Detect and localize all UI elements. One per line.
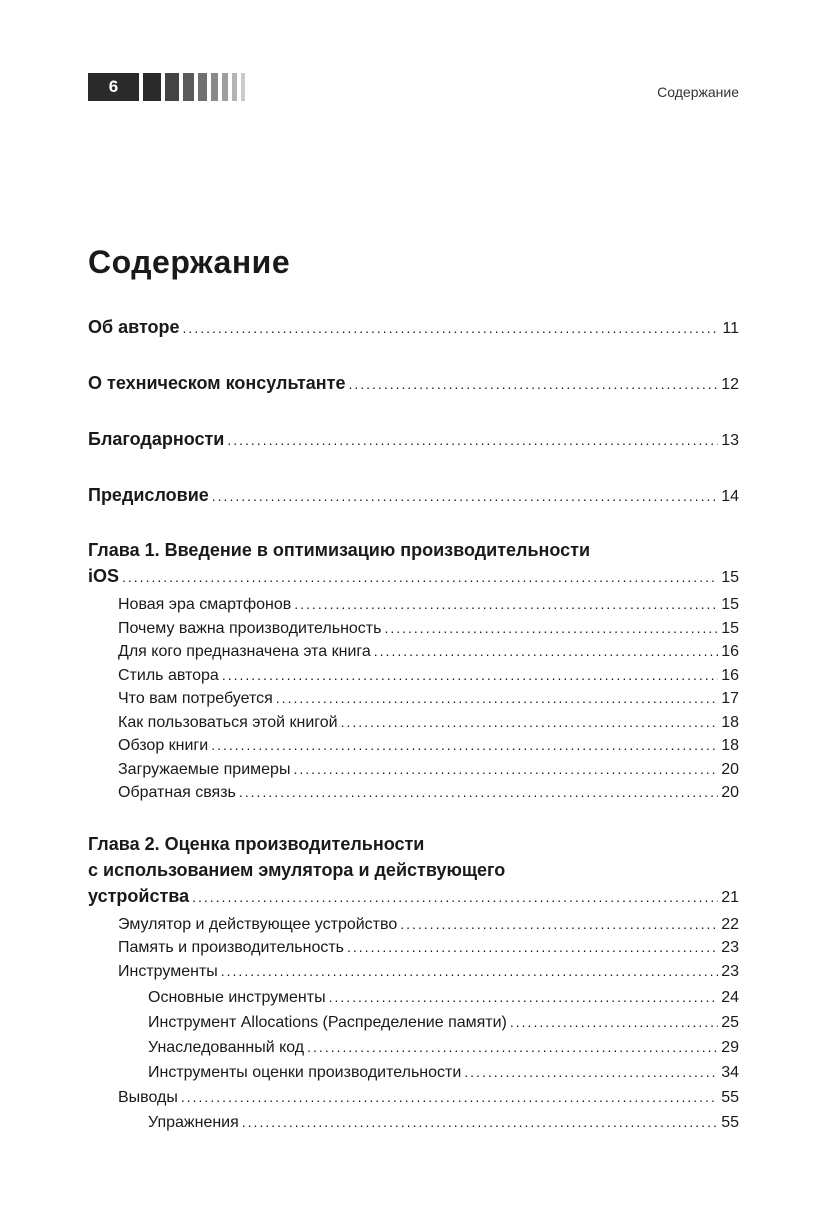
leader-dots: [400, 913, 718, 936]
toc-entry[interactable]: [88, 482, 739, 510]
toc-section[interactable]: [88, 617, 739, 641]
toc-section-page: 23: [721, 939, 739, 956]
leader-dots: [211, 734, 718, 757]
leader-dots: [239, 781, 718, 804]
leader-dots: [510, 1010, 718, 1035]
toc-entry-title: устройства: [88, 885, 190, 906]
toc-entry-page: 15: [721, 569, 739, 586]
decor-stripe: [165, 73, 179, 101]
toc-section-title: Загружаемые примеры: [118, 760, 291, 778]
table-of-contents: [88, 314, 739, 1135]
toc-entry[interactable]: [88, 370, 739, 398]
leader-dots: [227, 427, 718, 453]
leader-dots: [183, 315, 720, 341]
leader-dots: [242, 1110, 718, 1135]
toc-section-title: Почему важна производительность: [118, 619, 382, 637]
toc-entry-title: Об авторе: [88, 317, 180, 337]
toc-entry-page: 13: [721, 432, 739, 449]
toc-subsection[interactable]: [88, 1060, 739, 1085]
leader-dots: [348, 371, 718, 397]
leader-dots: [464, 1060, 718, 1085]
chapter-1-title[interactable]: Глава 1. Введение в оптимизацию производительности: [88, 540, 591, 560]
toc-entry[interactable]: [88, 314, 739, 342]
leader-dots: [212, 483, 718, 509]
decor-stripe: [241, 73, 245, 101]
toc-section[interactable]: [88, 936, 739, 960]
leader-dots: [341, 711, 719, 734]
decor-stripe: [183, 73, 194, 101]
leader-dots: [122, 564, 718, 590]
toc-section[interactable]: [88, 640, 739, 664]
decor-stripe: [143, 73, 161, 101]
toc-subsection[interactable]: [88, 1035, 739, 1060]
page-number: 6: [88, 73, 139, 101]
toc-section[interactable]: [88, 758, 739, 782]
chapter-2-entry[interactable]: [88, 883, 739, 911]
decor-stripe: [222, 73, 228, 101]
chapter-1-entry[interactable]: [88, 563, 739, 591]
leader-dots: [384, 617, 718, 640]
toc-section-title: Выводы: [118, 1089, 178, 1106]
toc-subsection-title: Инструмент Allocations (Распределение памяти): [148, 1014, 507, 1031]
leader-dots: [192, 884, 718, 910]
leader-dots: [347, 936, 718, 959]
header-bar: [88, 73, 245, 101]
toc-entry-page: 14: [721, 488, 739, 505]
toc-subsection-title: Упражнения: [148, 1113, 239, 1131]
toc-entry[interactable]: [88, 426, 739, 454]
toc-section[interactable]: [88, 734, 739, 758]
leader-dots: [307, 1035, 718, 1060]
toc-section[interactable]: [88, 593, 739, 617]
toc-section-title: Как пользоваться этой книгой: [118, 713, 338, 731]
running-title: Содержание: [657, 84, 739, 100]
toc-section-title: Для кого предназначена эта книга: [118, 643, 371, 660]
toc-section[interactable]: [88, 664, 739, 688]
toc-section-title: Эмулятор и действующее устройство: [118, 915, 398, 933]
decor-stripe: [232, 73, 237, 101]
toc-section-title: Инструменты: [118, 962, 218, 980]
toc-subsection-page: 25: [721, 1014, 739, 1031]
decor-stripe: [198, 73, 207, 101]
chapter-2-title[interactable]: Глава 2. Оценка производительности: [88, 833, 425, 854]
toc-subsection-page: 55: [721, 1113, 739, 1131]
toc-section-page: 16: [721, 666, 739, 684]
toc-section-page: 22: [721, 915, 739, 933]
toc-section[interactable]: [88, 687, 739, 711]
toc-section-page: 18: [721, 737, 739, 754]
leader-dots: [276, 687, 718, 710]
toc-entry-title: Благодарности: [88, 429, 225, 449]
toc-subsection-title: Инструменты оценки производительности: [148, 1064, 462, 1081]
toc-subsection[interactable]: [88, 985, 739, 1010]
toc-subsection-title: Унаследованный код: [148, 1039, 305, 1056]
leader-dots: [221, 960, 718, 983]
toc-subsection-title: Основные инструменты: [148, 989, 326, 1006]
toc-section-page: 15: [721, 619, 739, 637]
toc-subsection-page: 34: [721, 1064, 739, 1081]
toc-entry-page: 12: [721, 376, 739, 393]
leader-dots: [222, 664, 718, 687]
leader-dots: [293, 758, 718, 781]
leader-dots: [294, 593, 718, 616]
toc-section[interactable]: [88, 711, 739, 735]
page-title: Содержание: [88, 244, 291, 280]
toc-entry-page: 11: [722, 320, 739, 337]
toc-section[interactable]: [88, 781, 739, 805]
toc-section-page: 20: [721, 784, 739, 801]
toc-entry-title: Предисловие: [88, 485, 209, 505]
toc-entry-page: 21: [721, 888, 739, 906]
toc-section[interactable]: [88, 960, 739, 984]
toc-section-page: 15: [721, 596, 739, 613]
leader-dots: [181, 1086, 718, 1109]
toc-section[interactable]: [88, 913, 739, 937]
toc-section-page: 20: [721, 760, 739, 778]
toc-section-page: 17: [721, 690, 739, 707]
chapter-2-title-line2[interactable]: с использованием эмулятора и действующего: [88, 859, 506, 880]
toc-section-title: Стиль автора: [118, 666, 219, 684]
toc-section-page: 23: [721, 962, 739, 980]
toc-subsection-page: 29: [721, 1039, 739, 1056]
leader-dots: [374, 640, 718, 663]
toc-section-title: Обзор книги: [118, 737, 209, 754]
toc-subsection-page: 24: [721, 989, 739, 1006]
toc-subsection[interactable]: [88, 1110, 739, 1135]
toc-section-title: Новая эра смартфонов: [118, 596, 292, 613]
toc-section-page: 16: [721, 643, 739, 660]
decor-stripe: [211, 73, 218, 101]
toc-section-page: 55: [721, 1089, 739, 1106]
toc-section-title: Обратная связь: [118, 784, 236, 801]
toc-section-title: Что вам потребуется: [118, 690, 273, 707]
toc-section-title: Память и производительность: [118, 939, 345, 956]
toc-entry-title: О техническом консультанте: [88, 373, 346, 393]
toc-subsection[interactable]: [88, 1010, 739, 1035]
leader-dots: [329, 985, 719, 1010]
toc-section-page: 18: [721, 713, 739, 731]
toc-entry-title: iOS: [88, 566, 120, 586]
toc-section[interactable]: [88, 1086, 739, 1110]
